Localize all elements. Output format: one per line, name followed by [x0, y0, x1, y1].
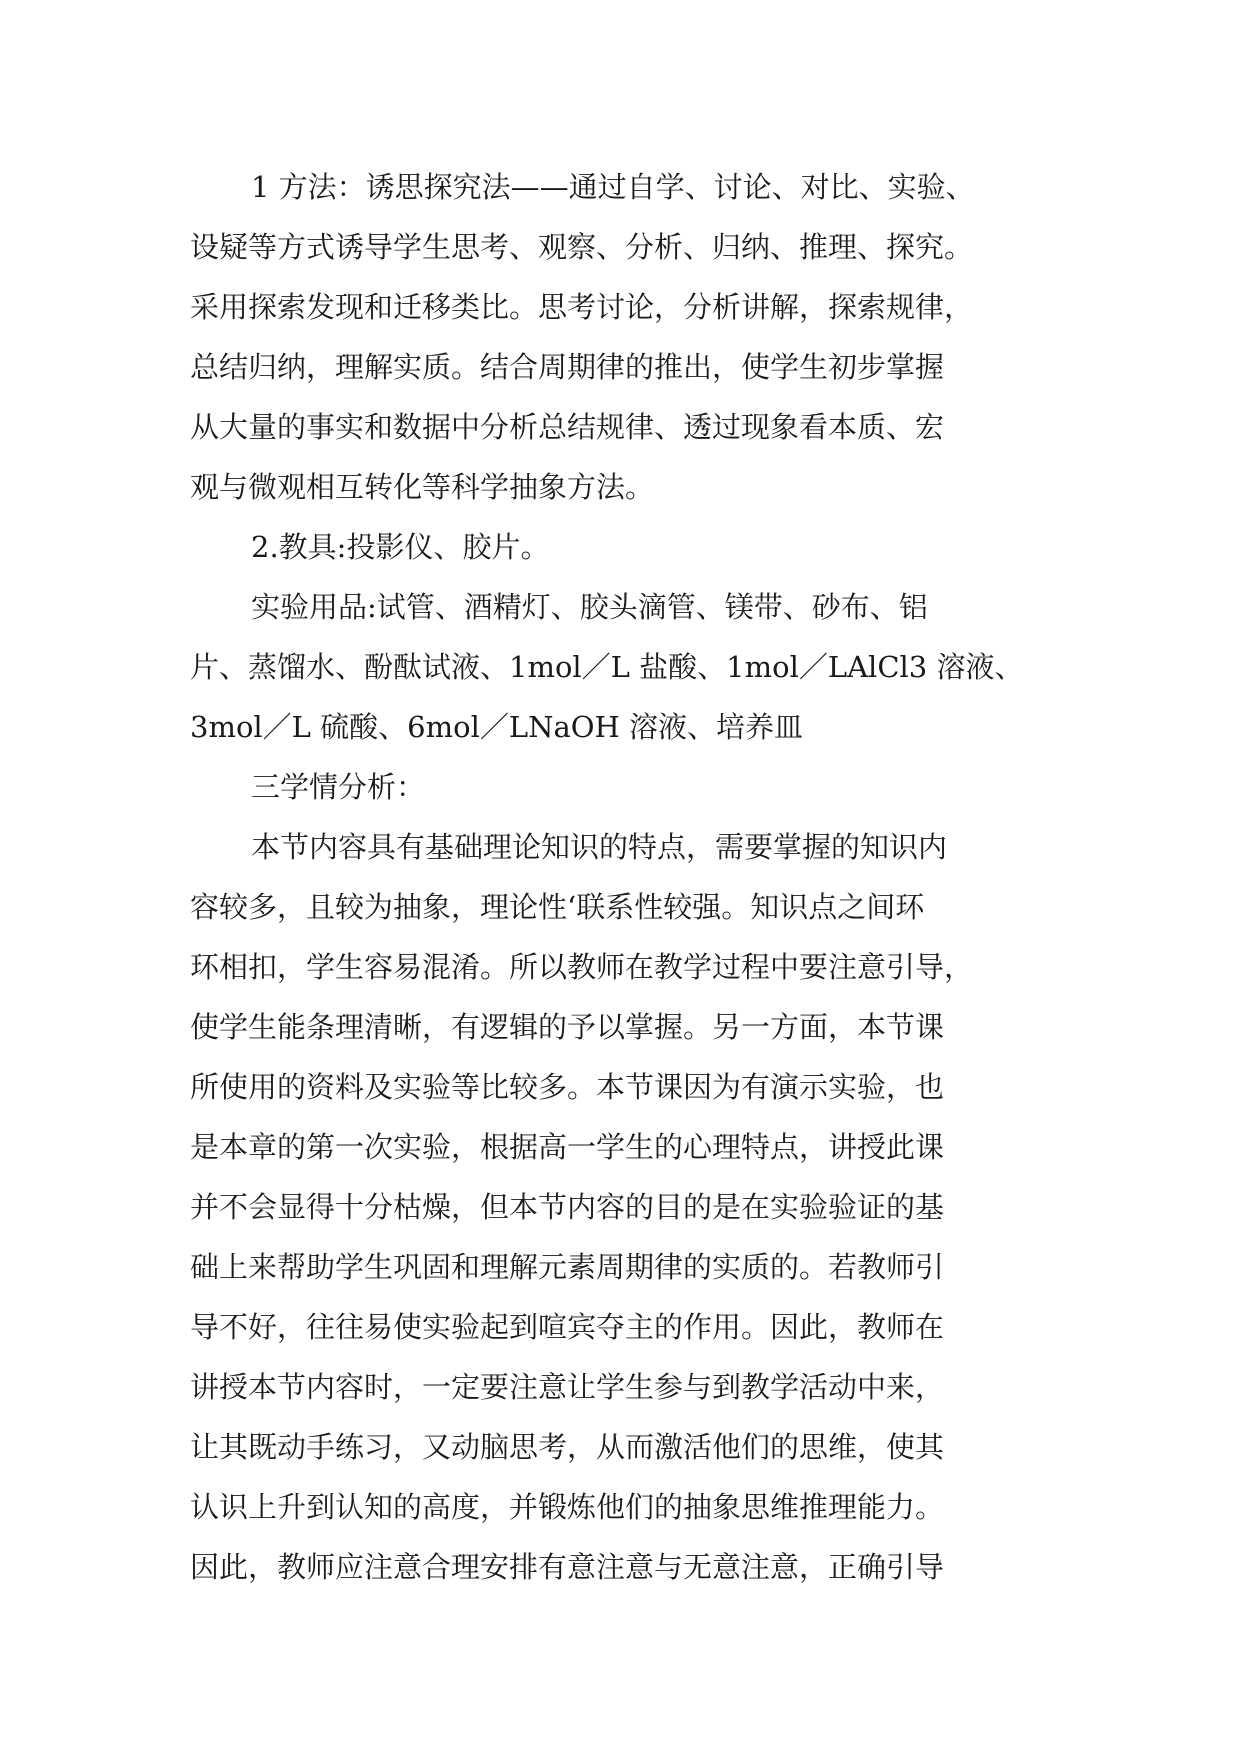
- analysis-line-3: 环相扣，学生容易混淆。所以教师在教学过程中要注意引导，: [190, 950, 974, 984]
- teaching-aids-line: 2.教具:投影仪、胶片。: [251, 530, 550, 564]
- analysis-line-6: 是本章的第一次实验，根据高一学生的心理特点，讲授此课: [190, 1130, 945, 1164]
- experiment-supplies-line-3: 3mol／L 硫酸、6mol／LNaOH 溶液、培养皿: [190, 710, 804, 744]
- analysis-line-4: 使学生能条理清晰，有逻辑的予以掌握。另一方面，本节课: [190, 1010, 945, 1044]
- analysis-line-1: 本节内容具有基础理论知识的特点，需要掌握的知识内: [251, 830, 948, 864]
- analysis-line-2: 容较多，且较为抽象，理论性‘联系性较强。知识点之间环: [190, 890, 925, 924]
- method-line-2: 设疑等方式诱导学生思考、观察、分析、归纳、推理、探究。: [190, 230, 974, 264]
- experiment-supplies-line-2: 片、蒸馏水、酚酞试液、1mol／L 盐酸、1mol／LAlCl3 溶液、: [190, 650, 1024, 684]
- method-line-1: 1 方法：诱思探究法——通过自学、讨论、对比、实验、: [251, 170, 975, 204]
- analysis-line-5: 所使用的资料及实验等比较多。本节课因为有演示实验，也: [190, 1070, 945, 1104]
- analysis-line-10: 讲授本节内容时，一定要注意让学生参与到教学活动中来，: [190, 1370, 945, 1404]
- analysis-line-8: 础上来帮助学生巩固和理解元素周期律的实质的。若教师引: [190, 1250, 945, 1284]
- experiment-supplies-line-1: 实验用品:试管、酒精灯、胶头滴管、镁带、砂布、铝: [251, 590, 928, 624]
- analysis-line-11: 让其既动手练习，又动脑思考，从而激活他们的思维，使其: [190, 1430, 945, 1464]
- method-line-3: 采用探索发现和迁移类比。思考讨论，分析讲解，探索规律，: [190, 290, 974, 324]
- analysis-line-13: 因此，教师应注意合理安排有意注意与无意注意，正确引导: [190, 1550, 945, 1584]
- method-line-5: 从大量的事实和数据中分析总结规律、透过现象看本质、宏: [190, 410, 945, 444]
- analysis-line-7: 并不会显得十分枯燥，但本节内容的目的是在实验验证的基: [190, 1190, 945, 1224]
- section-heading: 三学情分析：: [251, 770, 426, 804]
- analysis-line-9: 导不好，往往易使实验起到喧宾夺主的作用。因此，教师在: [190, 1310, 945, 1344]
- analysis-line-12: 认识上升到认知的高度，并锻炼他们的抽象思维推理能力。: [190, 1490, 945, 1524]
- method-line-4: 总结归纳，理解实质。结合周期律的推出，使学生初步掌握: [190, 350, 945, 384]
- method-line-6: 观与微观相互转化等科学抽象方法。: [190, 470, 655, 504]
